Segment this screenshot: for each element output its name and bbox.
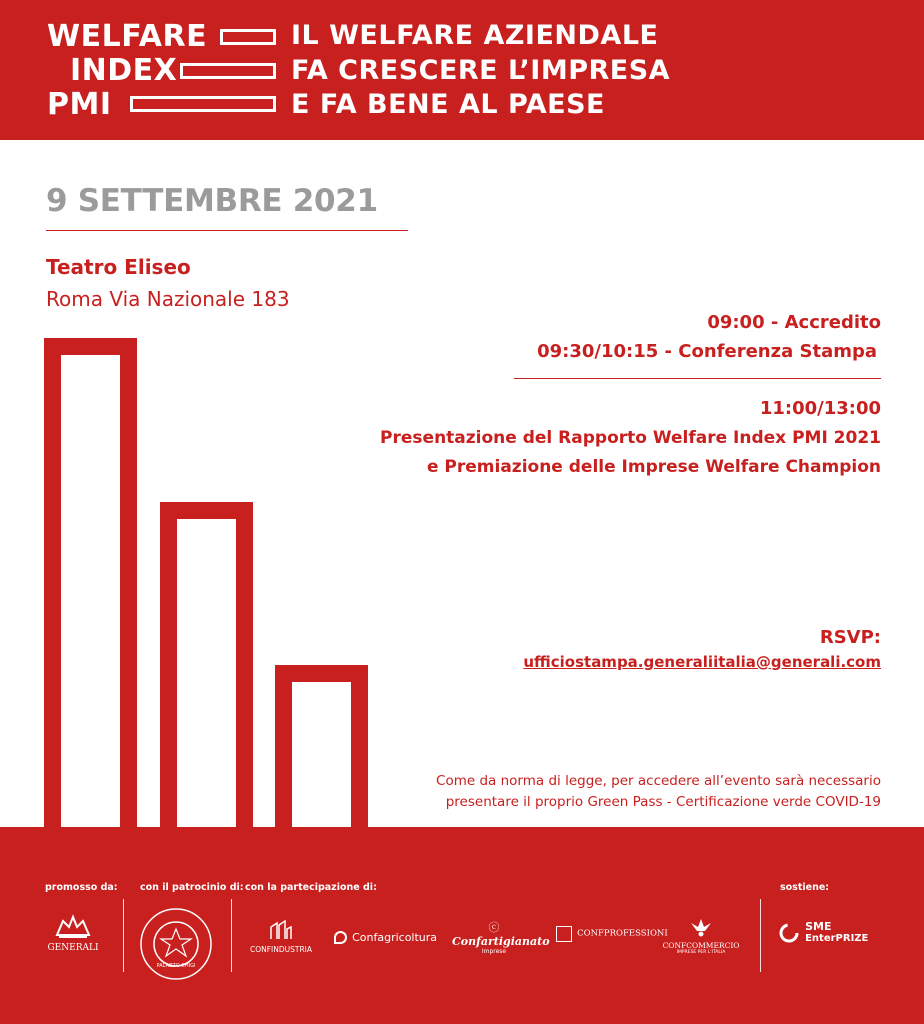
venue-name: Teatro Eliseo <box>46 255 191 279</box>
bar-graphic-tall <box>44 338 137 827</box>
confprofessioni-icon <box>556 926 572 942</box>
green-pass-notice <box>436 771 881 813</box>
footer-divider-2 <box>231 899 232 972</box>
logo-box-3 <box>130 96 276 112</box>
rsvp-label: RSVP: <box>819 627 881 648</box>
confcommercio-sub: IMPRESE PER L'ITALIA <box>676 950 726 955</box>
enterprize-text: EnterPRIZE <box>805 933 869 944</box>
notice-line-2: presentare il proprio Green Pass - Certificazione verde COVID-19 <box>445 794 881 810</box>
confindustria-text: CONFINDUSTRIA <box>249 945 313 954</box>
schedule-presentazione-line1: Presentazione del Rapporto Welfare Index PMI 2021 <box>380 428 881 448</box>
schedule-accredito: 09:00 - Accredito <box>707 312 881 333</box>
venue-address: Roma Via Nazionale 183 <box>46 287 290 311</box>
winged-lion-icon <box>53 913 93 939</box>
sponsor-confcommercio <box>660 917 742 955</box>
eagle-icon <box>690 917 712 937</box>
palazzo-chigi-text: PALAZZO CHIGI <box>156 963 196 969</box>
schedule-presentazione-line2: e Premiazione delle Imprese Welfare Champion <box>426 457 881 477</box>
sponsor-confartigianato <box>452 919 550 955</box>
sponsor-sme-enterprize <box>778 921 888 945</box>
notice-line-1: Come da norma di legge, per accedere all’evento sarà necessario <box>436 773 881 789</box>
logo-index: INDEX <box>70 53 178 88</box>
footer-divider-3 <box>760 899 761 972</box>
logo-box-2 <box>180 63 276 79</box>
header-band <box>0 0 924 140</box>
schedule-divider <box>514 378 881 379</box>
label-patronage: con il patrocinio di: <box>140 882 244 893</box>
logo-welfare: WELFARE <box>47 19 208 54</box>
government-seal-icon <box>139 907 213 981</box>
bar-graphic-medium <box>160 502 253 827</box>
label-supports: sostiene: <box>780 882 830 893</box>
slogan-line-2: FA CRESCERE L’IMPRESA <box>291 55 671 86</box>
confindustria-icon <box>269 919 293 941</box>
confagricoltura-text: Confagricoltura <box>352 931 438 944</box>
sponsor-generali <box>44 913 102 953</box>
logo-box-1 <box>220 29 276 45</box>
bar-graphic-short <box>275 665 368 827</box>
event-date: 9 SETTEMBRE 2021 <box>46 183 378 219</box>
confartigianato-icon: ⓒ <box>488 921 500 934</box>
schedule-time-presentazione: 11:00/13:00 <box>759 398 881 419</box>
confartigianato-sub: Imprese <box>481 948 507 955</box>
sponsor-confprofessioni <box>556 923 668 942</box>
confagricoltura-icon <box>334 931 347 944</box>
sme-text: SME <box>805 920 832 933</box>
sponsor-palazzo-chigi <box>139 907 213 981</box>
slogan-line-1: IL WELFARE AZIENDALE <box>291 20 659 51</box>
generali-text: GENERALI <box>47 943 99 953</box>
label-promoted-by: promosso da: <box>45 882 118 893</box>
sponsor-confagricoltura <box>334 927 438 946</box>
label-participation: con la partecipazione di: <box>245 882 377 893</box>
confartigianato-text: Confartigianato <box>452 935 550 948</box>
footer-divider-1 <box>123 899 124 972</box>
confcommercio-text: CONFCOMMERCIO <box>662 941 740 950</box>
slogan-line-3: E FA BENE AL PAESE <box>291 89 605 120</box>
rsvp-email-link[interactable]: ufficiostampa.generaliitalia@generali.com <box>523 653 881 671</box>
confprofessioni-text: CONFPROFESSIONI <box>577 928 668 939</box>
sponsor-confindustria <box>246 919 316 954</box>
sme-enterprize-icon <box>778 922 800 944</box>
schedule-conferenza: 09:30/10:15 - Conferenza Stampa <box>537 341 877 362</box>
sponsor-footer <box>0 827 924 1024</box>
date-divider <box>46 230 408 231</box>
logo-pmi: PMI <box>47 87 112 122</box>
